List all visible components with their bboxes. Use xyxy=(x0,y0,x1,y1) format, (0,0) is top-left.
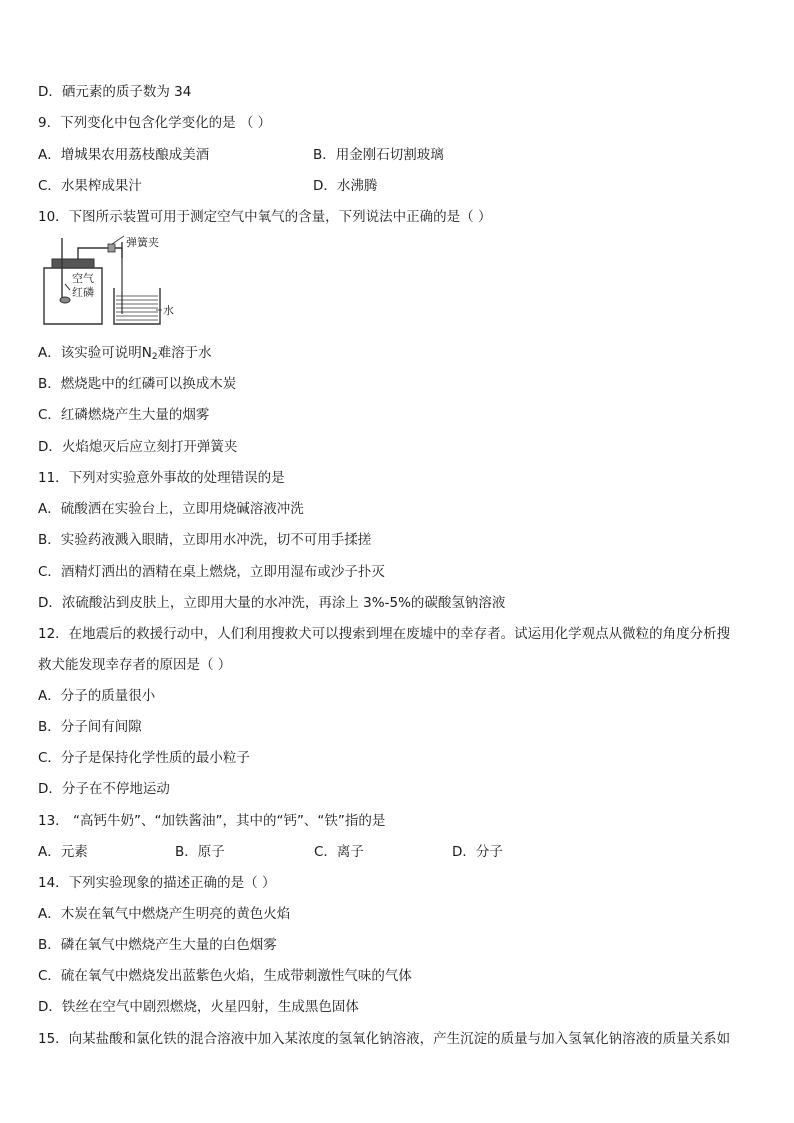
q12-option-b: B．分子间有间隙 xyxy=(38,719,142,735)
q9-option-d: D．水沸腾 xyxy=(313,178,378,194)
q9-option-a: A．增城果农用荔枝酿成美酒 xyxy=(38,147,210,163)
q10-option-d: D．火焰熄灭后应立刻打开弹簧夹 xyxy=(38,439,238,455)
q13-option-b: B．原子 xyxy=(175,844,225,860)
q11-option-d: D．浓硫酸沾到皮肤上，立即用大量的水冲洗，再涂上 3%-5%的碳酸氢钠溶液 xyxy=(38,595,506,611)
q14-option-a: A．木炭在氧气中燃烧产生明亮的黄色火焰 xyxy=(38,906,291,922)
figure-label-water: 水 xyxy=(163,304,174,317)
q9-option-b: B．用金刚石切割玻璃 xyxy=(313,147,444,163)
q12-stem-line1: 12．在地震后的救援行动中，人们利用搜救犬可以搜索到埋在废墟中的幸存者。试运用化学观点从微粒的角度分析搜 xyxy=(38,626,731,642)
q14-option-b: B．磷在氧气中燃烧产生大量的白色烟雾 xyxy=(38,937,277,953)
q14-stem: 14．下列实验现象的描述正确的是（ ） xyxy=(38,875,276,891)
q13-stem: 13． “高钙牛奶”、“加铁酱油”，其中的“钙”、“铁”指的是 xyxy=(38,813,386,829)
q13-option-c: C．离子 xyxy=(314,844,364,860)
figure-label-clip: 弹簧夹 xyxy=(126,236,159,249)
q10-option-b: B．燃烧匙中的红磷可以换成木炭 xyxy=(38,376,237,392)
q14-option-d: D．铁丝在空气中剧烈燃烧，火星四射，生成黑色固体 xyxy=(38,999,359,1015)
figure-label-phosphorus: 红磷 xyxy=(72,286,94,299)
q13-option-a: A．元素 xyxy=(38,844,88,860)
q8-option-d: D．硒元素的质子数为 34 xyxy=(38,84,192,100)
figure-label-air: 空气 xyxy=(72,272,94,285)
oxygen-apparatus-figure xyxy=(38,232,178,332)
q10-option-c: C．红磷燃烧产生大量的烟雾 xyxy=(38,407,210,423)
q12-option-d: D．分子在不停地运动 xyxy=(38,781,170,797)
q14-option-c: C．硫在氧气中燃烧发出蓝紫色火焰，生成带刺激性气味的气体 xyxy=(38,968,412,984)
q9-stem: 9．下列变化中包含化学变化的是 （ ） xyxy=(38,115,272,131)
q11-option-c: C．酒精灯洒出的酒精在桌上燃烧，立即用湿布或沙子扑灭 xyxy=(38,564,385,580)
q12-option-c: C．分子是保持化学性质的最小粒子 xyxy=(38,750,250,766)
q11-stem: 11．下列对实验意外事故的处理错误的是 xyxy=(38,470,285,486)
q9-option-c: C．水果榨成果汁 xyxy=(38,178,142,194)
q12-stem-line2: 救犬能发现幸存者的原因是（ ） xyxy=(38,657,232,673)
q10-stem: 10．下图所示装置可用于测定空气中氧气的含量，下列说法中正确的是（ ） xyxy=(38,209,492,225)
q12-option-a: A．分子的质量很小 xyxy=(38,688,156,704)
q15-stem: 15．向某盐酸和氯化铁的混合溶液中加入某浓度的氢氧化钠溶液，产生沉淀的质量与加入氢氧化钠溶液的质量关系如 xyxy=(38,1031,731,1047)
q10-option-a: A．该实验可说明$N_2$难溶于水 xyxy=(38,345,212,362)
q13-option-d: D．分子 xyxy=(452,844,503,860)
q11-option-b: B．实验药液溅入眼睛，立即用水冲洗，切不可用手揉搓 xyxy=(38,532,372,548)
q11-option-a: A．硫酸洒在实验台上，立即用烧碱溶液冲洗 xyxy=(38,501,304,517)
